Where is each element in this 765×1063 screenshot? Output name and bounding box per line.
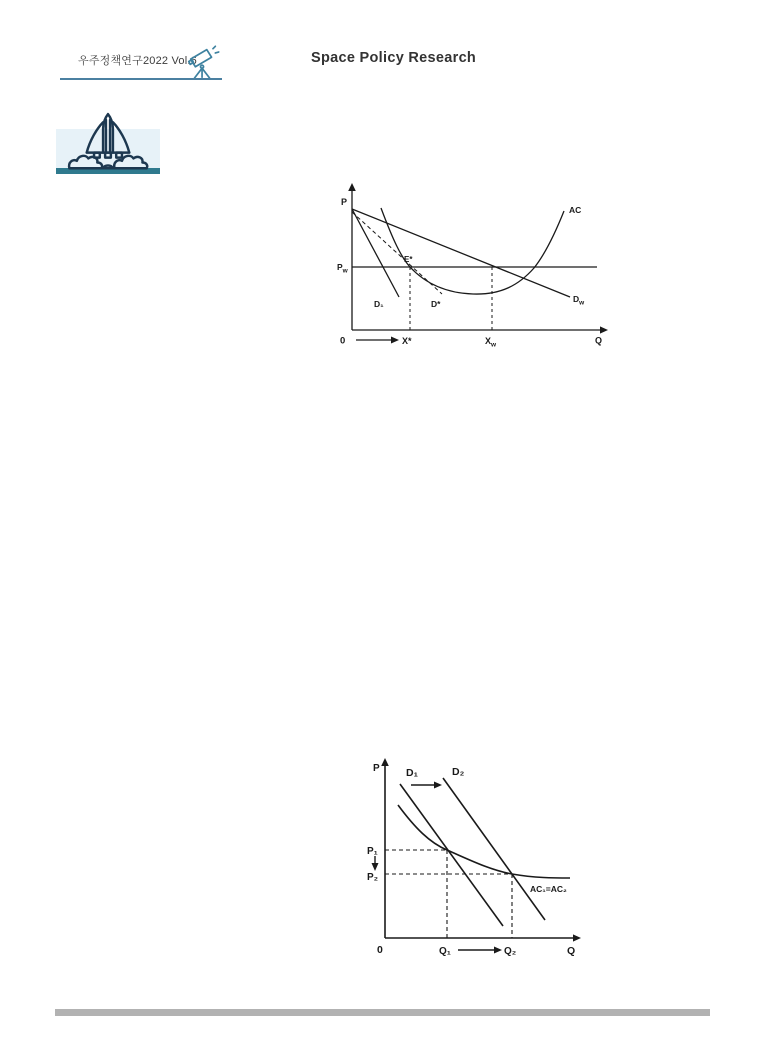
telescope-eyepiece	[189, 60, 194, 65]
journal-title: 우주정책연구2022 Vol.6	[78, 55, 197, 67]
figure-1-diagram	[335, 180, 615, 355]
fig2-demand-d1	[400, 784, 503, 926]
shuttle-nozzle-right	[116, 153, 122, 158]
telescope-icon	[184, 43, 222, 81]
fig2-price-arrowhead	[372, 863, 379, 871]
telescope-sparkle-2	[215, 52, 218, 53]
telescope-sparkle-1	[213, 46, 215, 48]
section-badge	[56, 129, 160, 174]
fig1-label-origin: 0	[340, 335, 346, 347]
shuttle-wing-left	[87, 122, 103, 152]
telescope-leg-right	[202, 68, 210, 78]
fig1-demand-d1	[352, 209, 399, 297]
fig1-ac-curve	[381, 208, 564, 294]
fig2-quantity-arrowhead	[494, 947, 502, 954]
fig2-demand-d2	[443, 778, 545, 920]
fig2-x-arrowhead	[573, 934, 581, 941]
fig2-label-origin: 0	[377, 944, 383, 956]
page-title: Space Policy Research	[311, 50, 477, 66]
shuttle-wing-right	[113, 122, 129, 152]
fig2-label-q1: Q₁	[439, 946, 451, 957]
footer-divider-bar	[55, 1009, 710, 1016]
fig2-label-ac-eq: AC₁=AC₂	[530, 884, 567, 894]
fig2-label-d1: D₁	[406, 767, 418, 779]
fig1-label-xw: $X_w$	[485, 336, 497, 349]
fig2-label-q2: Q₂	[504, 946, 517, 957]
fig1-y-arrowhead	[348, 183, 356, 191]
fig1-demand-dw	[352, 209, 570, 297]
shuttle-body	[103, 114, 113, 153]
telescope-leg-left	[194, 68, 202, 78]
smoke-cloud-left	[69, 156, 102, 168]
fig2-label-d2: D₂	[452, 766, 465, 778]
figure-2-diagram	[358, 753, 590, 965]
fig1-x-arrowhead	[600, 326, 608, 333]
fig2-label-p: P	[373, 763, 380, 774]
telescope-tube	[191, 50, 212, 67]
fig2-label-q: Q	[567, 945, 576, 957]
fig1-label-dstar: D*	[431, 299, 441, 309]
fig1-label-ac: AC	[569, 205, 582, 215]
fig2-shift-arrowhead	[434, 782, 442, 789]
fig1-label-d1: D₁	[374, 299, 384, 309]
fig1-origin-arrowhead	[391, 337, 399, 344]
fig1-label-estar: E*	[404, 255, 413, 264]
fig1-label-p: P	[341, 197, 348, 207]
fig2-label-p2: P₂	[367, 872, 379, 883]
fig2-y-arrowhead	[381, 758, 389, 766]
header-underline	[60, 78, 222, 80]
rocket-launch-icon	[66, 110, 150, 174]
fig2-label-p1: P₁	[367, 846, 378, 857]
fig1-label-dw: $D_w$	[573, 294, 585, 307]
shuttle-nozzle-mid	[105, 153, 111, 158]
fig1-label-pw: $P_w$	[337, 262, 348, 275]
fig1-label-xstar: X*	[402, 336, 412, 346]
fig1-label-q: Q	[595, 335, 603, 346]
